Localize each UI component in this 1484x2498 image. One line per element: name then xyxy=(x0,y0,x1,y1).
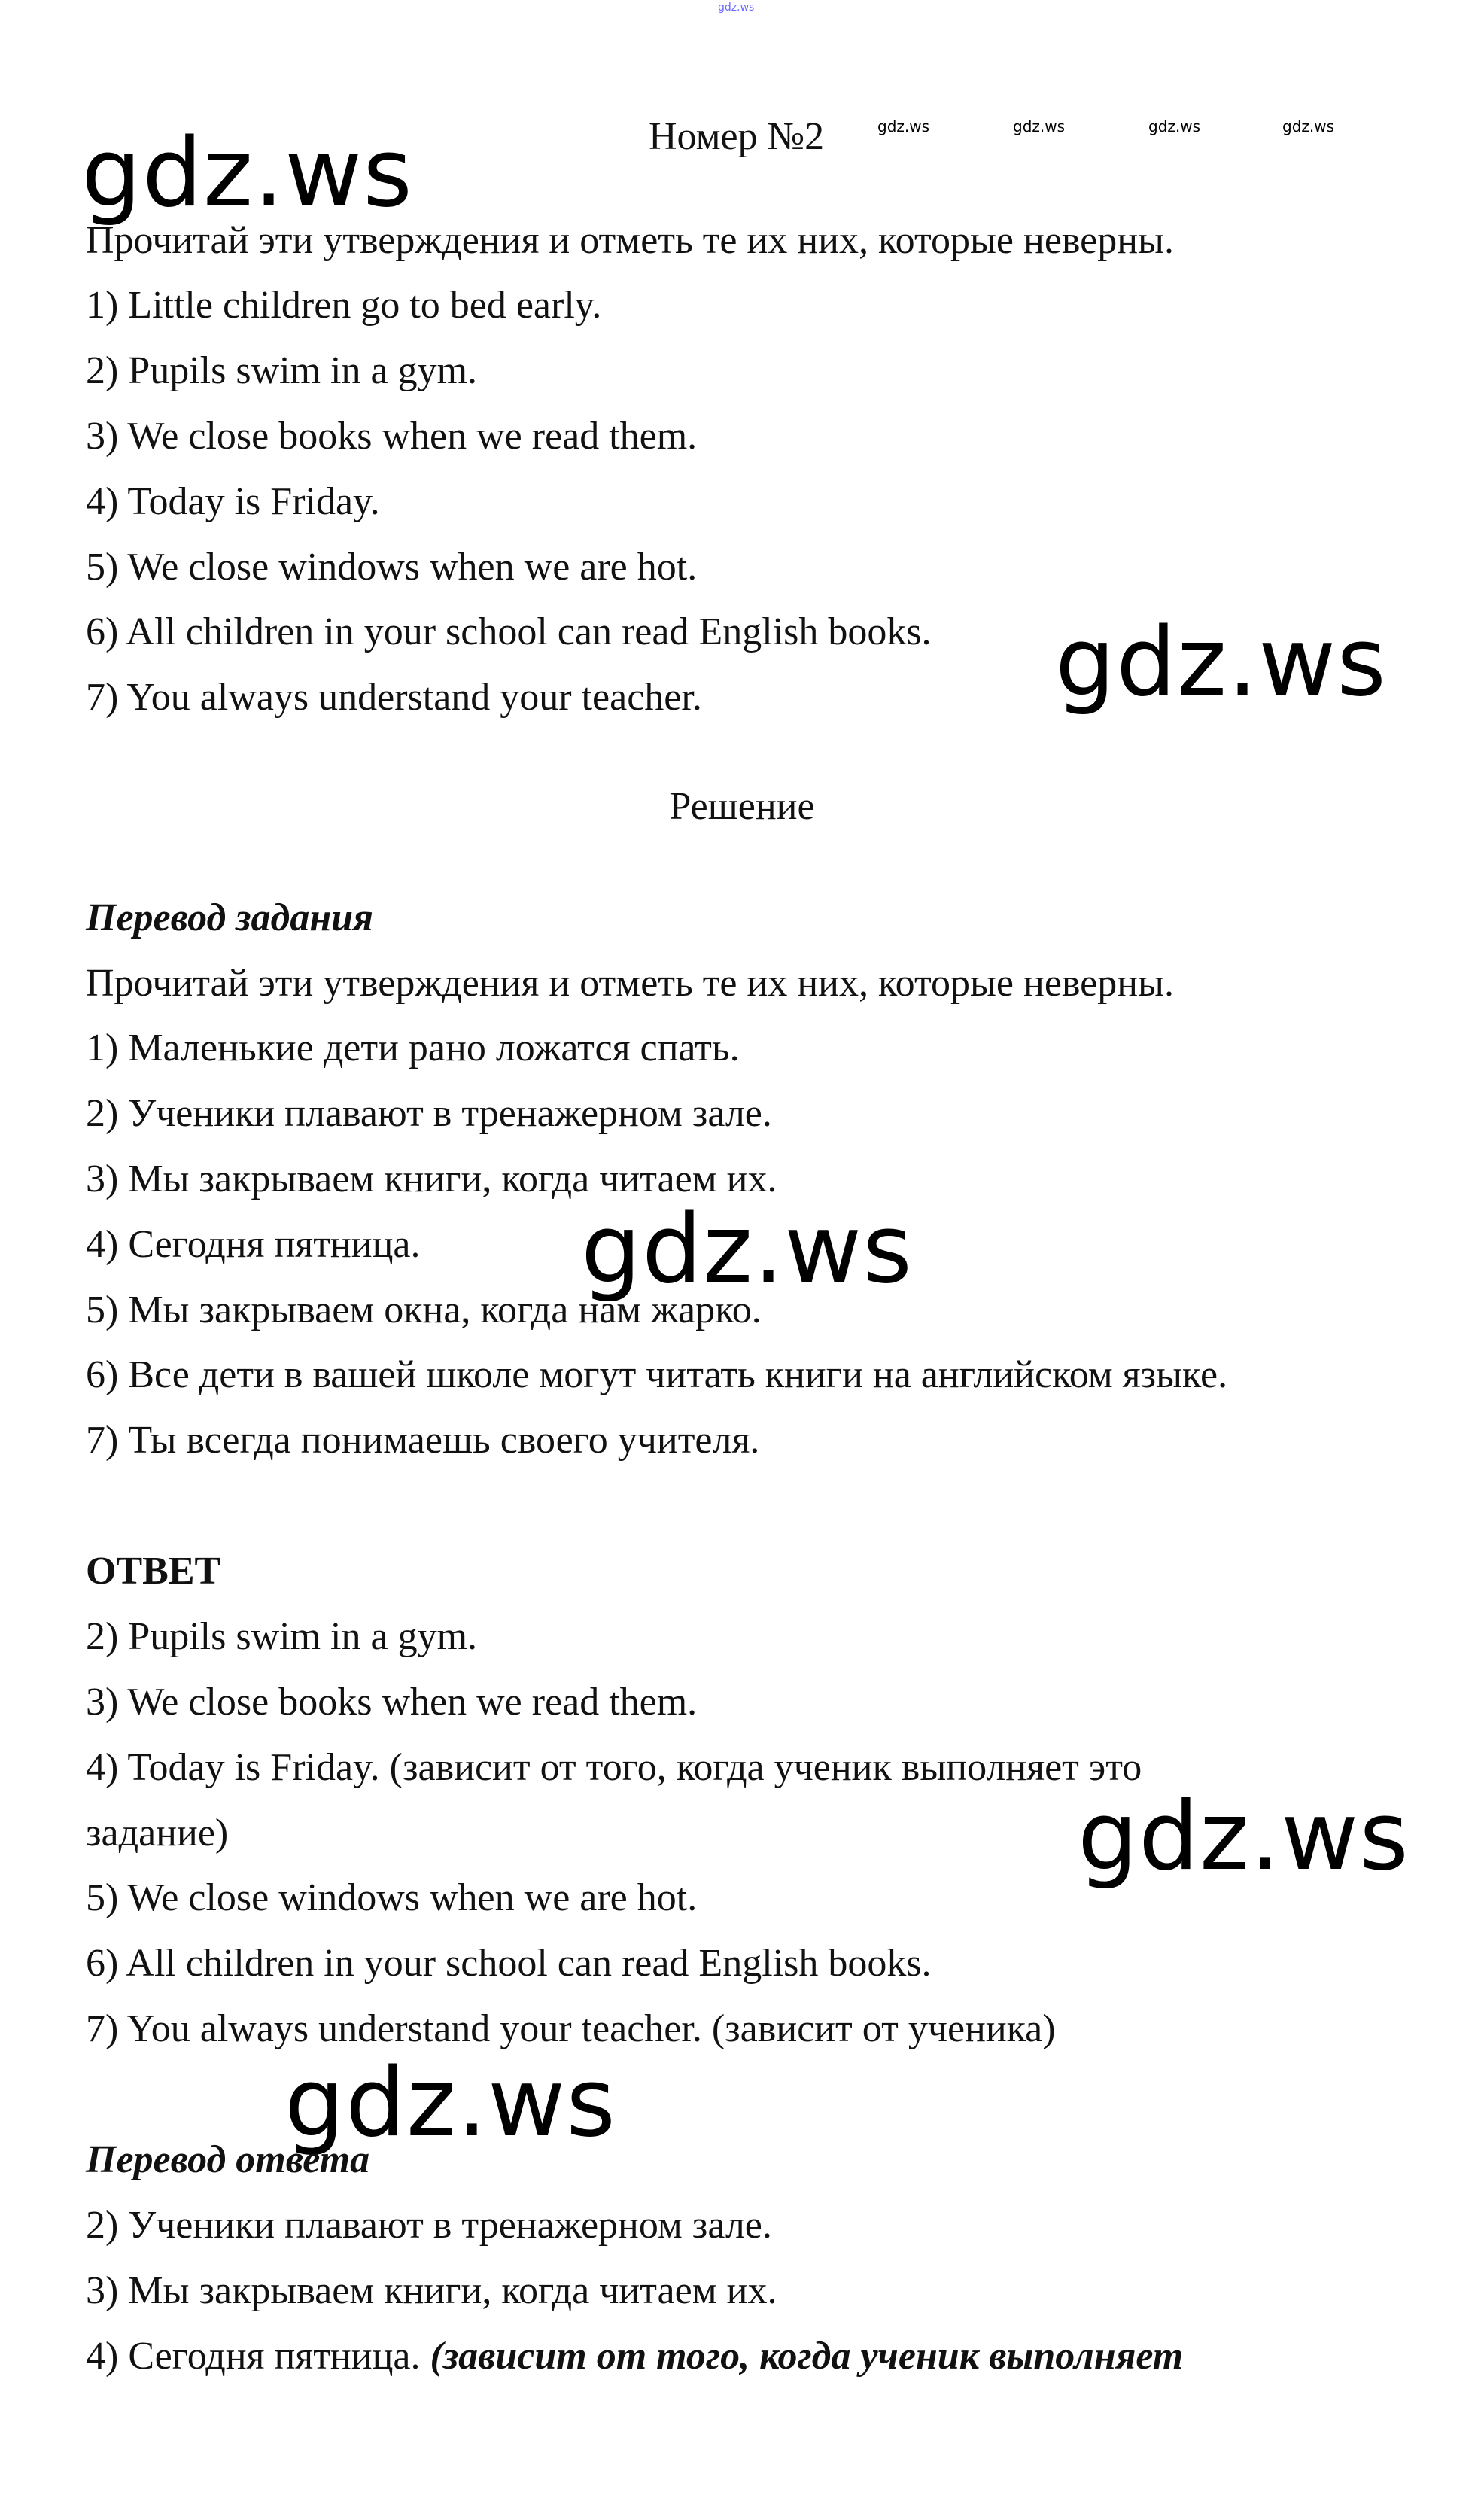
translation-answer-item: 3) Мы закрываем книги, когда читаем их. xyxy=(86,2269,777,2312)
answer-item: 4) Today is Friday. (зависит от того, когда ученик выполняет это xyxy=(86,1746,1142,1789)
task-item: 4) Today is Friday. xyxy=(86,480,380,523)
solution-heading: Решение xyxy=(669,785,815,828)
translation-task-heading: Перевод задания xyxy=(86,896,373,939)
translation-answer-item-last xyxy=(86,2332,1183,2381)
watermark-small: gdz.ws xyxy=(1148,117,1201,135)
translation-answer-item-emphasis: (зависит от того, когда ученик выполняет xyxy=(430,2335,1184,2378)
translation-task-item: 3) Мы закрываем книги, когда читаем их. xyxy=(86,1158,777,1200)
translation-answer-heading: Перевод ответа xyxy=(86,2138,370,2181)
translation-answer-item-text: 4) Сегодня пятница. xyxy=(86,2335,430,2378)
task-item: 5) We close windows when we are hot. xyxy=(86,546,698,589)
page-title: Номер №2 xyxy=(649,115,825,158)
translation-task-intro: Прочитай эти утверждения и отметь те их них, которые неверны. xyxy=(86,962,1174,1005)
answer-item: 2) Pupils swim in a gym. xyxy=(86,1615,478,1658)
watermark-large: gdz.ws xyxy=(1078,1781,1409,1891)
translation-task-item: 4) Сегодня пятница. xyxy=(86,1223,421,1266)
task-item: 1) Little children go to bed early. xyxy=(86,284,602,327)
answer-item: 7) You always understand your teacher. (зависит от ученика) xyxy=(86,2007,1056,2050)
translation-task-item: 2) Ученики плавают в тренажерном зале. xyxy=(86,1092,772,1135)
answer-item: 3) We close books when we read them. xyxy=(86,1681,698,1724)
task-item: 2) Pupils swim in a gym. xyxy=(86,349,478,392)
watermark-large: gdz.ws xyxy=(581,1194,913,1304)
watermark-small: gdz.ws xyxy=(1013,117,1066,135)
task-item: 7) You always understand your teacher. xyxy=(86,676,702,719)
answer-item: задание) xyxy=(86,1812,229,1854)
watermark-large: gdz.ws xyxy=(284,2047,616,2158)
task-intro: Прочитай эти утверждения и отметь те их них, которые неверны. xyxy=(86,219,1174,262)
translation-task-item: 5) Мы закрываем окна, когда нам жарко. xyxy=(86,1289,762,1331)
translation-task-item: 1) Маленькие дети рано ложатся спать. xyxy=(86,1027,740,1069)
answer-item: 5) We close windows when we are hot. xyxy=(86,1876,698,1919)
watermark-small: gdz.ws xyxy=(877,117,930,135)
watermark-small: gdz.ws xyxy=(1282,117,1335,135)
translation-task-item: 6) Все дети в вашей школе могут читать книги на английском языке. xyxy=(86,1353,1228,1396)
watermark-large: gdz.ws xyxy=(1055,607,1387,717)
watermark-large: gdz.ws xyxy=(81,117,413,228)
translation-task-item: 7) Ты всегда понимаешь своего учителя. xyxy=(86,1419,760,1462)
answer-heading: ОТВЕТ xyxy=(86,1550,221,1593)
translation-answer-item: 2) Ученики плавают в тренажерном зале. xyxy=(86,2204,772,2247)
answer-item: 6) All children in your school can read English books. xyxy=(86,1942,932,1985)
task-item: 3) We close books when we read them. xyxy=(86,415,698,458)
task-item: 6) All children in your school can read English books. xyxy=(86,610,932,653)
watermark-tiny: gdz.ws xyxy=(718,2,755,14)
